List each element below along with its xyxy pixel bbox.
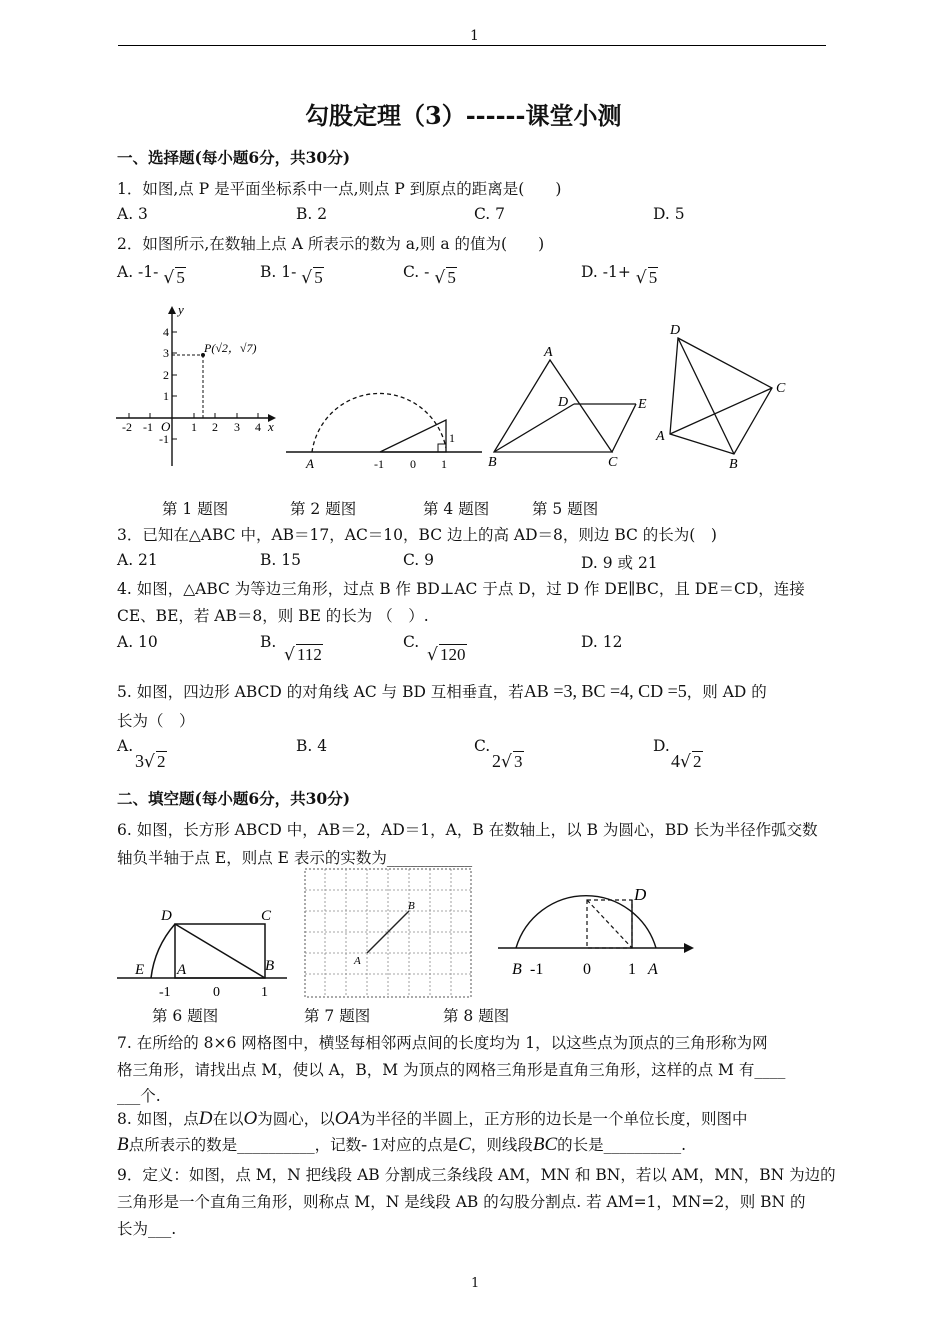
q2-option-a: A. -1- √ 5 bbox=[117, 263, 185, 288]
fig6-tick-1: 1 bbox=[261, 985, 268, 1000]
q1-option-b: B. 2 bbox=[296, 205, 328, 223]
q1-option-d: D. 5 bbox=[653, 205, 685, 223]
fig6-label-c: C bbox=[261, 908, 272, 924]
q4-line1: 4. 如图，△ABC 为等边三角形，过点 B 作 BD⊥AC 于点 D，过 D 作 DE∥BC，且 DE＝CD，连接 bbox=[117, 580, 805, 598]
caption-fig2: 第 2 题图 bbox=[290, 500, 357, 518]
q4-option-d: D. 12 bbox=[581, 633, 623, 651]
q1-option-a: A. 3 bbox=[117, 205, 148, 223]
caption-fig5: 第 5 题图 bbox=[532, 500, 599, 518]
fig4-label-d: D bbox=[558, 395, 569, 410]
fig5-label-a: A bbox=[656, 429, 665, 444]
fig1-xtick: 3 bbox=[234, 420, 240, 434]
fig4-label-c: C bbox=[608, 455, 618, 470]
q7-line2: 格三角形，请找出点 M，使以 A，B，M 为顶点的网格三角形是直角三角形，这样的点 M 有____ bbox=[117, 1061, 786, 1079]
q9-line3: 长为___. bbox=[117, 1220, 177, 1238]
figure-6-rectangle bbox=[115, 900, 290, 1002]
fig1-ytick: 4 bbox=[163, 325, 169, 339]
fig5-label-b: B bbox=[729, 457, 738, 472]
q1-option-c: C. 7 bbox=[474, 205, 506, 223]
section-1-heading: 一、选择题(每小题6分，共30分) bbox=[117, 148, 351, 167]
q2-text: 2．如图所示,在数轴上点 A 所表示的数为 a,则 a 的值为( ) bbox=[117, 235, 545, 253]
fig8-label-b: B bbox=[512, 961, 522, 978]
caption-fig8: 第 8 题图 bbox=[443, 1007, 510, 1025]
fig2-label-1: 1 bbox=[441, 457, 447, 471]
fig1-xtick: 1 bbox=[191, 420, 197, 434]
section-2-heading: 二、填空题(每小题6分，共30分) bbox=[117, 789, 351, 808]
figure-7-grid bbox=[304, 868, 472, 998]
fig1-ytick: 3 bbox=[163, 346, 169, 360]
q7-line1: 7. 在所给的 8×6 网格图中，横竖每相邻两点间的长度均为 1，以这些点为顶点的三角形称为网 bbox=[117, 1034, 768, 1052]
fig2-label-0: 0 bbox=[410, 457, 416, 471]
q4-option-a: A. 10 bbox=[117, 633, 158, 651]
figure-4-triangle bbox=[486, 340, 656, 472]
fig1-xtick: 2 bbox=[212, 420, 218, 434]
q2-option-b: B. 1- √ 5 bbox=[260, 263, 323, 288]
fig6-label-b: B bbox=[265, 958, 275, 974]
fig8-label-a: A bbox=[648, 961, 658, 978]
fig1-xtick: 4 bbox=[255, 420, 261, 434]
q8-line2: B点所表示的数是__________，记数- 1对应的点是C，则线段BC的长是__________. bbox=[117, 1134, 687, 1155]
fig6-tick-0: 0 bbox=[213, 985, 220, 1000]
fig1-y-label: y bbox=[178, 302, 184, 317]
q6-line2: 轴负半轴于点 E，则点 E 表示的实数为___________ bbox=[117, 849, 473, 867]
figure-8-semicircle bbox=[496, 876, 696, 980]
footer-page-number: 1 bbox=[471, 1276, 480, 1291]
fig2-label-neg1: -1 bbox=[374, 457, 384, 471]
q5-option-a: A. 3 √ 2 bbox=[117, 737, 166, 772]
fig1-ytick: -1 bbox=[159, 432, 169, 446]
caption-fig7: 第 7 题图 bbox=[304, 1007, 371, 1025]
q6-line1: 6. 如图，长方形 ABCD 中，AB＝2，AD＝1，A，B 在数轴上，以 B 为圆心，BD 长为半径作弧交数 bbox=[117, 821, 818, 839]
fig1-xtick: -2 bbox=[122, 420, 132, 434]
figure-1-coordinate-plane bbox=[112, 300, 282, 472]
fig6-tick-neg1: -1 bbox=[159, 985, 171, 1000]
q4-option-b: B. √ 112 bbox=[260, 633, 322, 665]
q3-option-a: A. 21 bbox=[117, 551, 158, 569]
q7-line3: ___个. bbox=[117, 1087, 161, 1105]
q4-line2: CE、BE，若 AB＝8，则 BE 的长为 （ ）. bbox=[117, 607, 429, 625]
q2-option-c: C. - √ 5 bbox=[403, 263, 456, 288]
q1-text: 1．如图,点 P 是平面坐标系中一点,则点 P 到原点的距离是( ) bbox=[117, 180, 562, 198]
fig8-tick-1: 1 bbox=[628, 961, 636, 978]
q9-line2: 三角形是一个直角三角形，则称点 M，N 是线段 AB 的勾股分割点. 若 AM=1，MN=2，则 BN 的 bbox=[117, 1193, 806, 1211]
page-title: 勾股定理（3）------课堂小测 bbox=[305, 101, 622, 130]
fig4-label-a: A bbox=[544, 345, 553, 360]
fig7-label-b: B bbox=[408, 900, 415, 912]
figure-2-number-line bbox=[284, 370, 484, 472]
fig6-label-d: D bbox=[161, 908, 172, 924]
q5-line1: 5. 如图，四边形 ABCD 的对角线 AC 与 BD 互相垂直，若AB =3, BC =4, CD =5，则 AD 的 bbox=[117, 681, 767, 701]
q4-option-c: C. √ 120 bbox=[403, 633, 466, 665]
fig2-label-a: A bbox=[306, 456, 314, 471]
q2-option-d: D. -1+ √ 5 bbox=[581, 263, 658, 288]
header-rule bbox=[118, 45, 826, 46]
caption-fig4: 第 4 题图 bbox=[423, 500, 490, 518]
q8-line1: 8. 如图，点D在以O为圆心，以OA为半径的半圆上，正方形的边长是一个单位长度，则图中 bbox=[117, 1108, 748, 1129]
q5-option-b: B. 4 bbox=[296, 737, 328, 755]
q9-line1: 9．定义：如图，点 M，N 把线段 AB 分割成三条线段 AM，MN 和 BN，若以 AM，MN，BN 为边的 bbox=[117, 1166, 836, 1184]
q5-option-d: D. 4 √ 2 bbox=[653, 737, 702, 772]
fig1-x-label: x bbox=[268, 419, 274, 434]
fig4-label-e: E bbox=[638, 397, 647, 412]
fig6-label-e: E bbox=[135, 962, 145, 978]
fig5-label-d: D bbox=[670, 323, 681, 338]
fig1-ytick: 1 bbox=[163, 389, 169, 403]
fig1-origin-label: O bbox=[161, 419, 171, 434]
fig2-height-label: 1 bbox=[449, 431, 455, 445]
fig5-label-c: C bbox=[776, 381, 786, 396]
q3-option-d: D. 9 或 21 bbox=[581, 554, 658, 572]
q5-line2: 长为（ ） bbox=[117, 712, 195, 730]
fig4-label-b: B bbox=[488, 455, 497, 470]
fig1-point-label: P(√2，√7) bbox=[204, 341, 257, 355]
fig1-xtick: -1 bbox=[143, 420, 153, 434]
figure-5-quadrilateral bbox=[652, 318, 797, 472]
caption-fig1: 第 1 题图 bbox=[162, 500, 229, 518]
fig6-label-a: A bbox=[177, 962, 187, 978]
q3-text: 3．已知在△ABC 中，AB＝17，AC＝10，BC 边上的高 AD＝8，则边 BC 的长为( ) bbox=[117, 526, 717, 544]
caption-fig6: 第 6 题图 bbox=[152, 1007, 219, 1025]
fig1-ytick: 2 bbox=[163, 368, 169, 382]
fig8-label-d: D bbox=[634, 885, 647, 904]
q5-option-c: C. 2 √ 3 bbox=[474, 737, 523, 772]
q3-option-c: C. 9 bbox=[403, 551, 435, 569]
header-page-number: 1 bbox=[470, 28, 479, 44]
fig7-label-a: A bbox=[354, 955, 361, 967]
q3-option-b: B. 15 bbox=[260, 551, 301, 569]
fig8-tick-0: 0 bbox=[583, 961, 591, 978]
fig8-tick-neg1: -1 bbox=[530, 961, 544, 978]
